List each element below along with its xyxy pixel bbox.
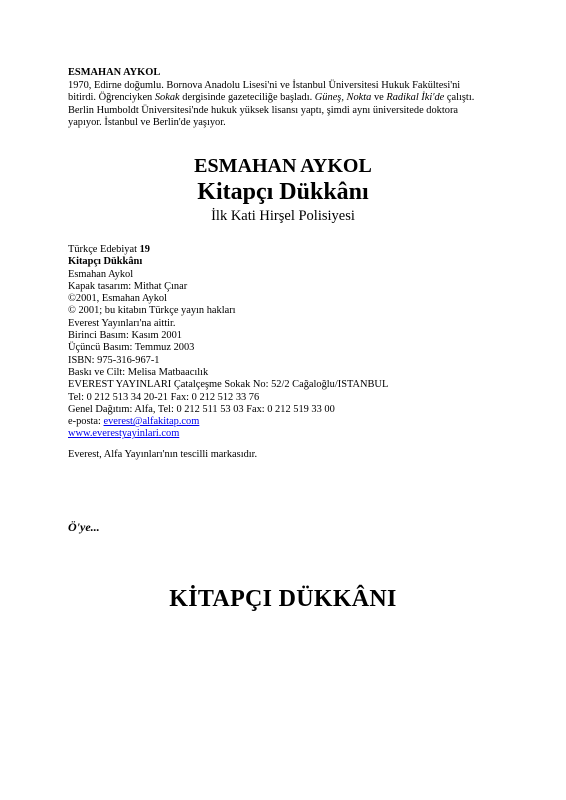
colophon-email-label: e-posta: [68,416,104,428]
trademark-notice: Everest, Alfa Yayınları'nın tescilli markasıdır. [68,449,258,460]
title-block [0,154,566,226]
colophon-series [68,244,488,256]
colophon-copyright-3: Everest Yayınları'na aittir. [68,317,176,329]
email-link[interactable]: everest@alfakitap.com [103,416,200,428]
colophon-isbn: ISBN: 975-316-967-1 [68,354,160,366]
colophon-website-line [68,428,488,440]
bio-text [68,80,488,130]
colophon-first-print: Birinci Basım: Kasım 2001 [68,330,183,342]
chapter-title: KİTAPÇI DÜKKÂNI [169,586,397,612]
colophon-third-print: Üçüncü Basım: Temmuz 2003 [68,342,195,354]
colophon-email-line [68,416,488,428]
title-author: ESMAHAN AYKOL [194,155,372,177]
colophon-phone: Tel: 0 212 513 34 20-21 Fax: 0 212 512 33 76 [68,391,260,403]
dedication: Ö'ye... [68,520,100,534]
bio-italic-radikal: Radikal İki'de [386,92,445,104]
colophon-publisher-address: EVEREST YAYINLARI Çatalçeşme Sokak No: 52/2 Cağaloğlu/ISTANBUL [68,379,389,391]
bio-italic-sokak: Sokak [154,92,180,104]
author-bio [68,67,488,130]
colophon-copyright-2: © 2001; bu kitabın Türkçe yayın hakları [68,305,236,317]
colophon-series-label: Türkçe Edebiyat [68,244,140,255]
colophon-cover-design: Kapak tasarım: Mithat Çınar [68,280,188,292]
website-link[interactable]: www.everestyayinlari.com [68,428,180,440]
colophon-book-title: Kitapçı Dükkânı [68,256,143,268]
colophon-distribution: Genel Dağıtım: Alfa, Tel: 0 212 511 53 03 Fax: 0 212 519 33 00 [68,403,335,415]
book-subtitle: İlk Kati Hirşel Polisiyesi [211,208,355,224]
bio-text-part-2: dergisinde gazeteciliğe başladı. [179,92,315,104]
colophon-copyright-1: ©2001, Esmahan Aykol [68,293,168,305]
colophon [68,244,488,441]
bio-author-name: ESMAHAN AYKOL [68,67,161,78]
bio-text-part-3: ve [371,92,387,104]
colophon-printing: Baskı ve Cilt: Melisa Matbaacılık [68,366,209,378]
colophon-author: Esmahan Aykol [68,268,134,280]
bio-italic-gunes-nokta: Güneş, Nokta [314,92,372,104]
book-title: Kitapçı Dükkânı [197,179,369,205]
bio-text-part-4: çalıştı. Berlin Humboldt Üniversitesi'nde hukuk yüksek lisansı yaptı, şimdi aynı üniversitede doktora yapıyor. İstanbul ve Berlin'de yaşıyor. [68,92,475,129]
colophon-series-number: 19 [139,244,150,255]
bio-text-part-1: 1970, Edirne doğumlu. Bornova Anadolu Lisesi'ni ve İstanbul Üniversitesi Hukuk Fakültesi'ni bitirdi. Öğrenciyken [68,79,461,104]
